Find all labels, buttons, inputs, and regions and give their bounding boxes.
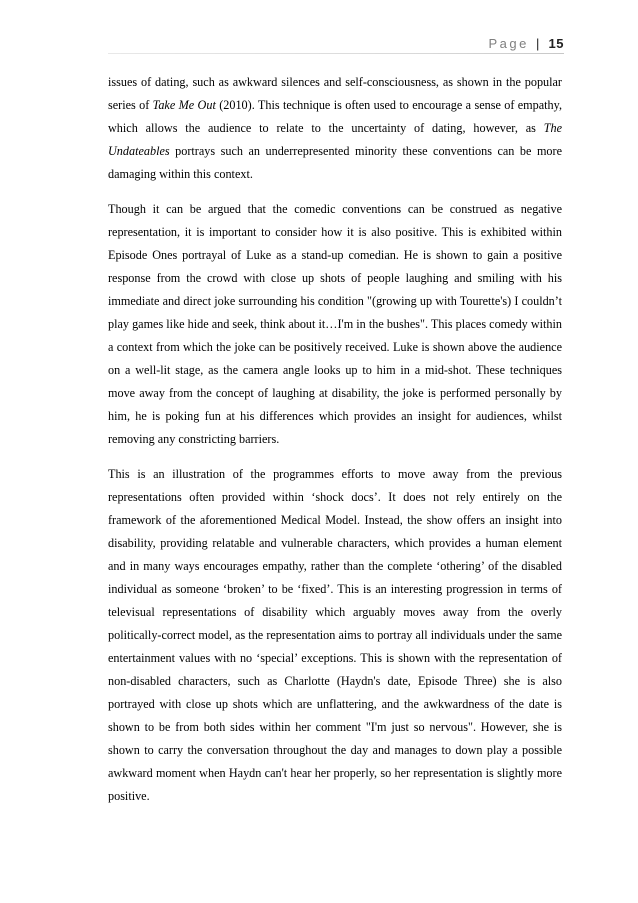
paragraph-text: (2010). This technique is often used to encourage a sense of empathy, which allows the audience to relate to the uncertainty of dating, however, as — [108, 98, 562, 135]
paragraph-3 — [108, 463, 562, 808]
page-separator: | — [536, 36, 540, 51]
paragraph-text: Though it can be argued that the comedic conventions can be construed as negative representation, it is important to consider how it is also positive. This is exhibited within Episode Ones portrayal of Luke as a stand-up comedian. He is shown to gain a positive response from the crowd with close up shots of people laughing and smiling with his immediate and direct joke surrounding his condition "(growing up with Tourette's) I couldn’t play games like hide and seek, think about it…I'm in the bushes". This places comedy within a context from which the joke can be positively received. Luke is shown above the audience on a well-lit stage, as the camera angle looks up to him in a mid-shot. These techniques move away from the concept of laughing at disability, the joke is performed personally by him, he is poking fun at his differences which provides an insight for audiences, whilst removing any constricting barriers. — [108, 202, 562, 446]
header-rule — [108, 53, 564, 54]
paragraph-text: issues of dating, such as awkward silences and self-consciousness, as shown in the popular series of — [108, 75, 562, 112]
show-title-the-undateables: The Undateables — [108, 121, 562, 158]
page-header — [489, 36, 564, 51]
paragraph-2 — [108, 198, 562, 451]
page-label: Page — [488, 36, 529, 51]
paragraph-text: portrays such an underrepresented minority these conventions can be more damaging within this context. — [108, 144, 562, 181]
paragraph-text: This is an illustration of the programmes efforts to move away from the previous representations often provided within ‘shock docs’. It does not rely entirely on the framework of the aforementioned Medical Model. Instead, the show offers an insight into disability, providing relatable and vulnerable characters, which provides a human element and in many ways encourages empathy, rather than the complete ‘othering’ of the disabled individual as someone ‘broken’ to be ‘fixed’. This is an interesting progression in terms of televisual representations of disability which arguably moves away from the overly politically-correct model, as the representation aims to portray all individuals under the same entertainment values with no ‘special’ exceptions. This is shown with the representation of non-disabled characters, such as Charlotte (Haydn's date, Episode Three) she is also portrayed with close up shots which are unflattering, and the awkwardness of the date is shown to be from both sides within her comment "I'm just so nervous". However, she is shown to carry the conversation throughout the day and manages to down play a possible awkward moment when Haydn can't hear her properly, so her representation is slightly more positive. — [108, 467, 562, 803]
page-number: 15 — [548, 36, 564, 51]
show-title-take-me-out: Take Me Out — [152, 98, 216, 112]
paragraph-1 — [108, 71, 562, 186]
document-body — [108, 71, 562, 820]
